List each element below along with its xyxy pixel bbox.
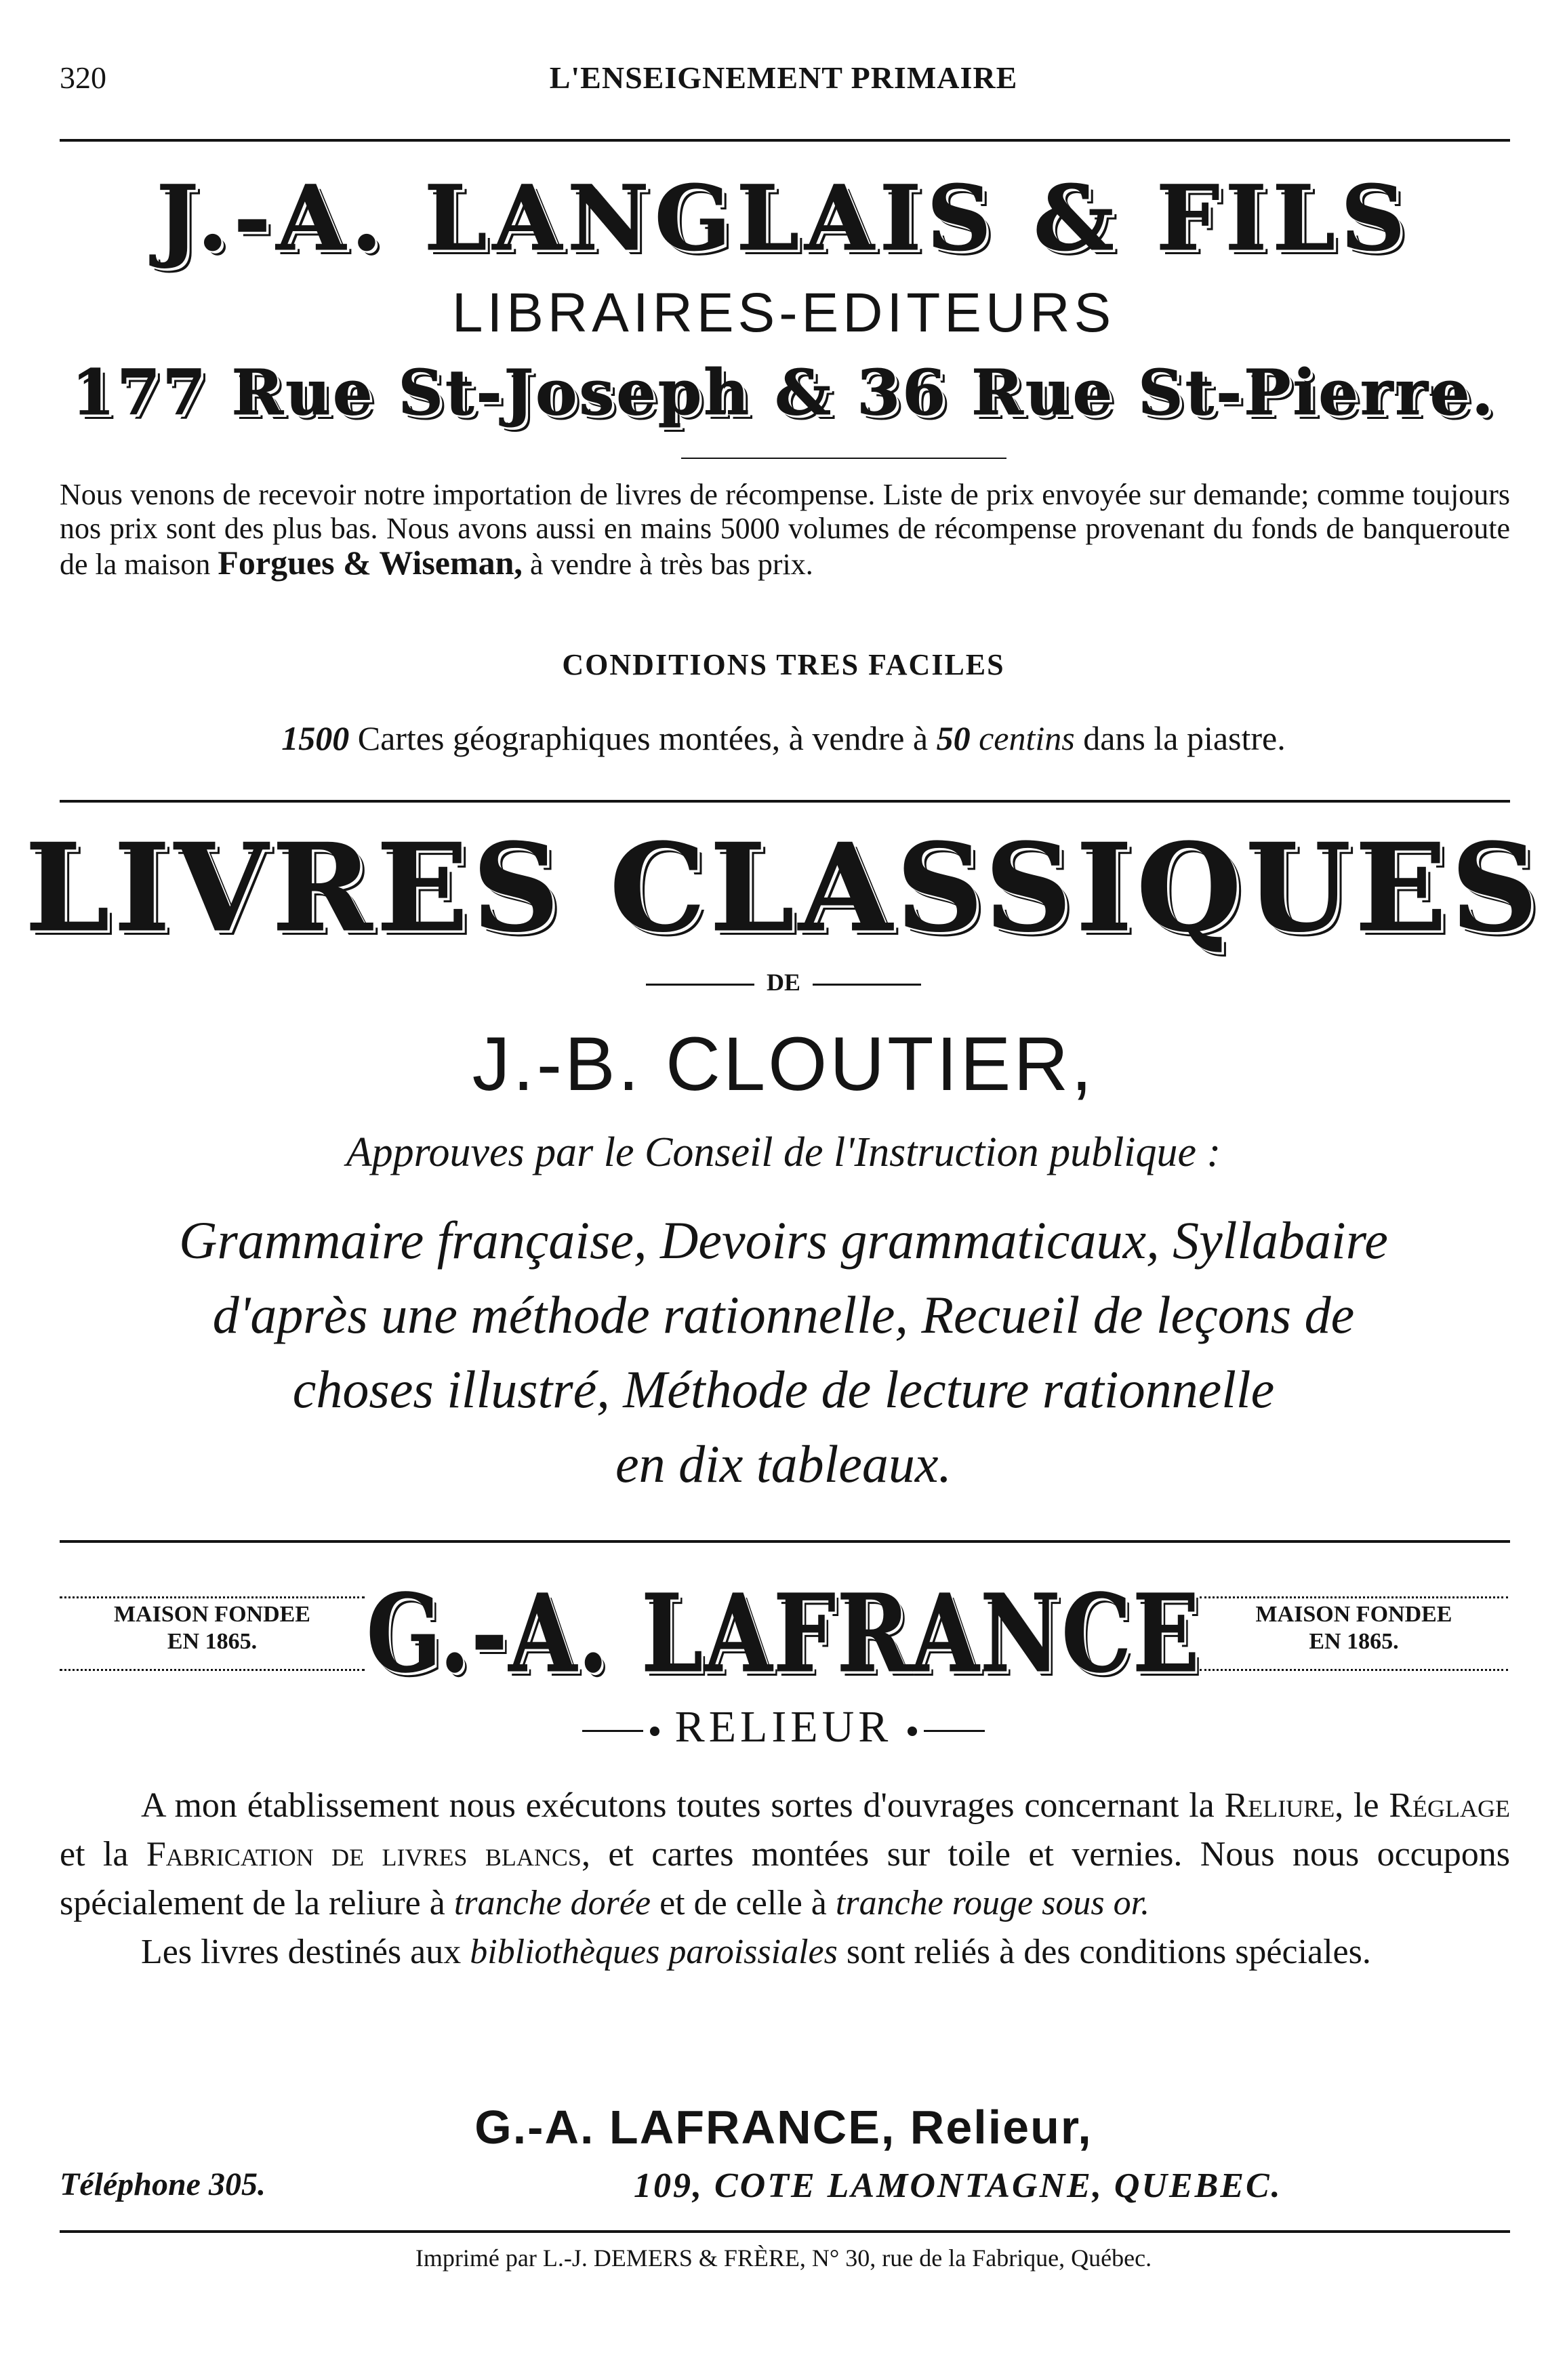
cloutier-titles-2: d'après une méthode rationnelle, Recueil de leçons de <box>212 1285 1355 1344</box>
maps-end: dans la piastre. <box>1083 719 1286 757</box>
page-number: 320 <box>60 60 106 95</box>
langlais-body-end: à vendre à très bas prix. <box>529 548 813 581</box>
journal-title: L'ENSEIGNEMENT PRIMAIRE <box>549 60 1018 95</box>
lafrance-name: G.-A. LAFRANCE <box>366 1571 1201 1697</box>
maps-price: 50 <box>936 719 971 757</box>
dotted-rule-right-top <box>1200 1596 1508 1598</box>
lafrance-text-f: Les livres destinés aux <box>141 1933 462 1971</box>
printer-imprint: Imprimé par L.-J. DEMERS & FRÈRE, N° 30, rue de la Fabrique, Québec. <box>415 2244 1152 2272</box>
lafrance-tranche-rouge: tranche rouge sous or. <box>835 1884 1150 1922</box>
founded-right-2: EN 1865. <box>1309 1629 1399 1654</box>
cloutier-titles-1: Grammaire française, Devoirs grammaticaux, Syllabaire <box>179 1211 1388 1270</box>
langlais-trade: LIBRAIRES-EDITEURS <box>451 282 1116 344</box>
cloutier-titles-3: choses illustré, Méthode de lecture rationnelle <box>292 1360 1275 1419</box>
founded-right <box>1200 1601 1508 1655</box>
header-rule <box>60 139 1510 142</box>
lafrance-telephone: Téléphone 305. <box>60 2166 266 2202</box>
lafrance-text-c: et la <box>60 1835 129 1874</box>
cloutier-de: DE <box>766 969 800 996</box>
langlais-address: 177 Rue St-Joseph & 36 Rue St-Pierre. <box>71 356 1496 429</box>
cloutier-de-line <box>0 968 1567 996</box>
founded-left-2: EN 1865. <box>167 1629 258 1654</box>
langlais-body-text: Nous venons de recevoir notre importation de livres de récompense. Liste de prix envoyée sur demande; comme toujours nos prix sont des plus bas. Nous avons aussi en mains 5000 volumes de récompense provenant du fonds de banqueroute de la maison <box>60 478 1510 581</box>
cloutier-titles-4: en dix tableaux. <box>615 1434 952 1493</box>
langlais-divider <box>681 458 1006 459</box>
section-rule-2 <box>60 1540 1510 1543</box>
lafrance-address: 109, COTE LAMONTAGNE, QUEBEC. <box>634 2166 1282 2205</box>
lafrance-text-b: , le <box>1335 1786 1379 1825</box>
langlais-body-bold: Forgues & Wiseman, <box>218 544 523 582</box>
maps-quantity: 1500 <box>281 719 350 757</box>
lafrance-text-e: et de celle à <box>659 1884 827 1922</box>
founded-left-1: MAISON FONDEE <box>114 1602 310 1627</box>
lafrance-reliure: Reliure <box>1224 1786 1335 1825</box>
langlais-conditions: CONDITIONS TRES FACILES <box>562 648 1005 681</box>
cloutier-headline: LIVRES CLASSIQUES <box>24 817 1543 959</box>
lafrance-text-a: A mon établissement nous exécutons toutes sortes d'ouvrages concernant la <box>141 1786 1215 1825</box>
section-rule-1 <box>60 800 1510 803</box>
cloutier-author: J.-B. CLOUTIER, <box>472 1022 1095 1106</box>
lafrance-body <box>60 1781 1510 1977</box>
lafrance-signature: G.-A. LAFRANCE, Relieur, <box>474 2101 1093 2154</box>
lafrance-text-d: , et cartes montées sur toile et vernies. Nous nous occupons spécialement de la reliure à <box>60 1835 1510 1922</box>
lafrance-trade: RELIEUR <box>674 1702 893 1752</box>
founded-right-1: MAISON FONDEE <box>1255 1602 1452 1627</box>
cloutier-approval: Approuves par le Conseil de l'Instruction publique : <box>346 1129 1221 1175</box>
maps-unit: centins <box>979 719 1075 757</box>
lafrance-reglage: Réglage <box>1389 1786 1511 1825</box>
lafrance-trade-line <box>0 1701 1567 1753</box>
lafrance-text-g: sont reliés à des conditions spéciales. <box>846 1933 1371 1971</box>
lafrance-tranche-doree: tranche dorée <box>453 1884 651 1922</box>
maps-text: Cartes géographiques montées, à vendre à <box>357 719 929 757</box>
langlais-name: J.-A. LANGLAIS & FILS <box>156 166 1411 271</box>
lafrance-bibliotheques: bibliothèques paroissiales <box>470 1933 838 1971</box>
dotted-rule-right-bottom <box>1200 1669 1508 1671</box>
lafrance-fabrication: Fabrication de livres blancs <box>146 1835 582 1874</box>
langlais-maps-line <box>0 719 1567 758</box>
langlais-body <box>60 478 1510 582</box>
footer-rule <box>60 2230 1510 2233</box>
